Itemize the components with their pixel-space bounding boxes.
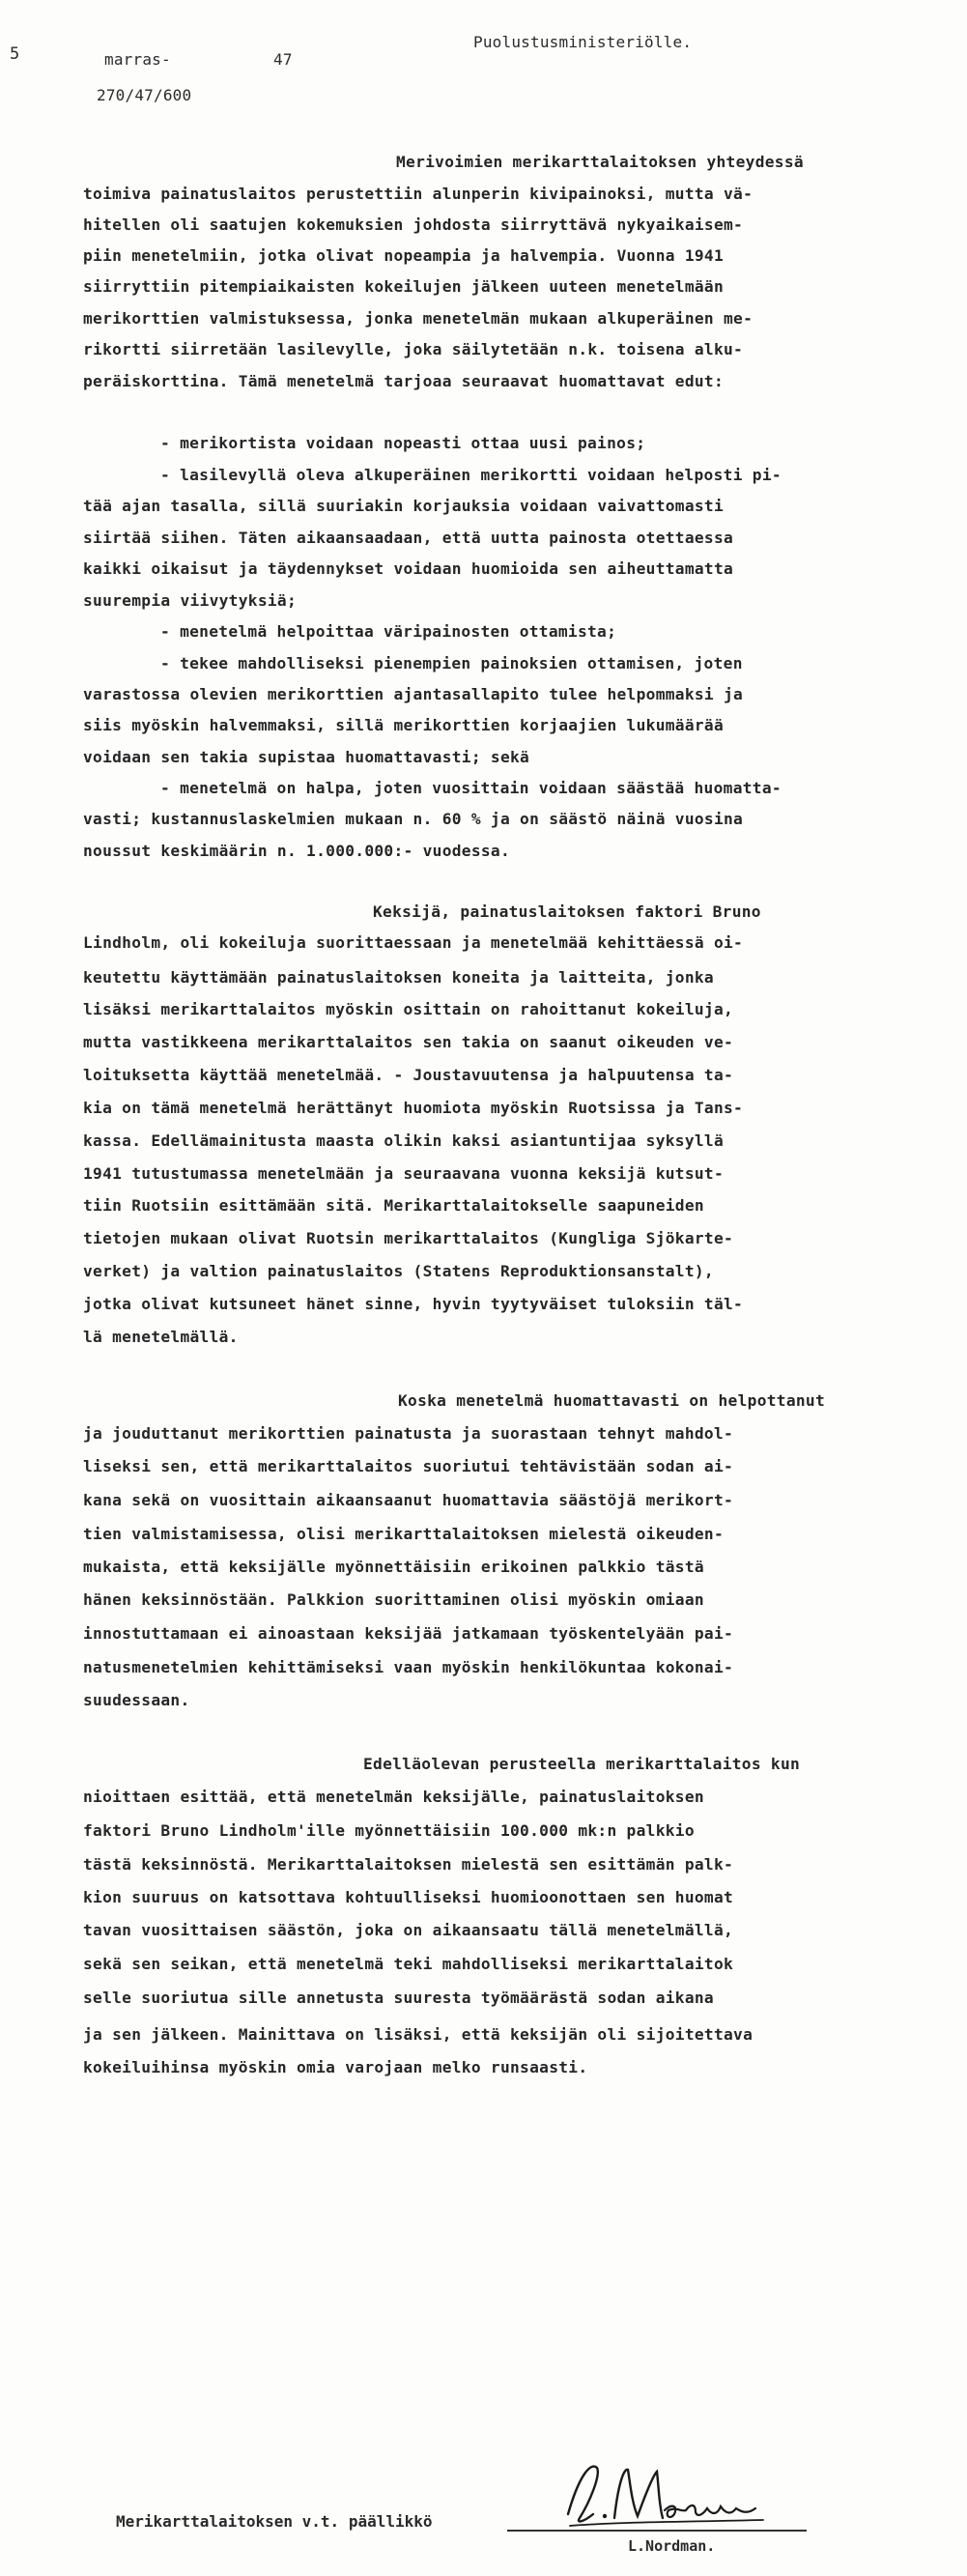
text-line: jotka olivat kutsuneet hänet sinne, hyvin tyytyväiset tuloksiin täl-	[83, 1295, 744, 1313]
text-line: siis myöskin halvemmaksi, sillä merikorttien korjaajien lukumäärää	[83, 716, 725, 734]
text-line: Lindholm, oli kokeiluja suorittaessaan ja menetelmää kehittäessä oi-	[83, 933, 744, 952]
page-number: 5	[10, 44, 20, 64]
text-line: 1941 tutustumassa menetelmään ja seuraavana vuonna keksijä kutsut-	[83, 1164, 725, 1183]
text-line: kokeiluihinsa myöskin omia varojaan melko runsaasti.	[83, 2058, 588, 2076]
reference-number: 270/47/600	[97, 86, 192, 104]
text-line: liseksi sen, että merikarttalaitos suoriutui tehtävistään sodan ai-	[83, 1457, 734, 1475]
text-line: siirryttiin pitempiaikaisten kokeilujen jälkeen uuteen menetelmään	[83, 277, 725, 296]
text-line: piin menetelmiin, jotka olivat nopeampia ja halvempia. Vuonna 1941	[83, 246, 725, 265]
text-line: mukaista, että keksijälle myönnettäisiin erikoinen palkkio tästä	[83, 1558, 704, 1576]
text-line: selle suoriutua sille annetusta suuresta työmäärästä sodan aikana	[83, 1989, 714, 2007]
text-line: hänen keksinnöstään. Palkkion suorittaminen olisi myöskin omiaan	[83, 1590, 704, 1609]
text-line: ja sen jälkeen. Mainittava on lisäksi, että keksijän oli sijoitettava	[83, 2025, 754, 2044]
text-line: toimiva painatuslaitos perustettiin alunperin kivipainoksi, mutta vä-	[83, 185, 754, 203]
date-year: 47	[273, 50, 293, 69]
text-line: tästä keksinnöstä. Merikarttalaitoksen mielestä sen esittämän palk-	[83, 1855, 734, 1874]
text-line: tietojen mukaan olivat Ruotsin merikarttalaitos (Kungliga Sjökarte-	[83, 1229, 734, 1247]
text-line: natusmenetelmien kehittämiseksi vaan myöskin henkilökuntaa kokonai-	[83, 1658, 734, 1676]
text-line: nioittaen esittää, että menetelmän keksijälle, painatuslaitoksen	[83, 1788, 704, 1806]
text-line: tien valmistamisessa, olisi merikarttalaitoksen mielestä oikeuden-	[83, 1525, 725, 1543]
text-line: ja jouduttanut merikorttien painatusta ja suorastaan tehnyt mahdol-	[83, 1424, 734, 1443]
text-line: lisäksi merikarttalaitos myöskin osittain on rahoittanut kokeiluja,	[83, 1000, 734, 1018]
text-line: Merivoimien merikarttalaitoksen yhteydessä	[396, 153, 804, 171]
text-line: verket) ja valtion painatuslaitos (Statens Reproduktionsanstalt),	[83, 1262, 714, 1280]
recipient: Puolustusministeriölle.	[473, 33, 693, 51]
text-line: tavan vuosittaisen säästön, joka on aikaansaatu tällä menetelmällä,	[83, 1921, 734, 1939]
text-line: faktori Bruno Lindholm'ille myönnettäisiin 100.000 mk:n palkkio	[83, 1821, 695, 1840]
text-line: Edelläolevan perusteella merikarttalaitos kun	[363, 1755, 801, 1773]
text-line: hitellen oli saatujen kokemuksien johdosta siirryttävä nykyaikaisem-	[83, 215, 744, 234]
text-line: kana sekä on vuosittain aikaansaanut huomattavia säästöjä merikort-	[83, 1491, 734, 1509]
text-line: loituksetta käyttää menetelmää. - Joustavuutensa ja halpuutensa ta-	[83, 1066, 734, 1084]
text-line: tää ajan tasalla, sillä suuriakin korjauksia voidaan vaivattomasti	[83, 497, 725, 515]
text-line: varastossa olevien merikorttien ajantasallapito tulee helpommaksi ja	[83, 685, 744, 703]
text-line: noussut keskimäärin n. 1.000.000:- vuodessa.	[83, 842, 511, 860]
text-line: Keksijä, painatuslaitoksen faktori Bruno	[373, 902, 761, 921]
text-line: suurempia viivytyksiä;	[83, 591, 298, 610]
text-line: keutettu käyttämään painatuslaitoksen koneita ja laitteita, jonka	[83, 968, 714, 987]
text-line: sekä sen seikan, että menetelmä teki mahdolliseksi merikarttalaitok	[83, 1955, 734, 1973]
signer-name: L.Nordman.	[628, 2537, 716, 2555]
text-line: - merikortista voidaan nopeasti ottaa uusi painos;	[160, 434, 646, 452]
text-line: tiin Ruotsiin esittämään sitä. Merikarttalaitokselle saapuneiden	[83, 1196, 704, 1215]
text-line: - menetelmä on halpa, joten vuosittain voidaan säästää huomatta-	[160, 779, 782, 797]
text-line: voidaan sen takia supistaa huomattavasti; sekä	[83, 748, 530, 766]
signature-title: Merikarttalaitoksen v.t. päällikkö	[116, 2512, 433, 2531]
text-line: kaikki oikaisut ja täydennykset voidaan huomioida sen aiheuttamatta	[83, 559, 734, 578]
text-line: peräiskorttina. Tämä menetelmä tarjoaa seuraavat huomattavat edut:	[83, 372, 725, 390]
text-line: suudessaan.	[83, 1691, 190, 1709]
date-month: marras-	[104, 50, 171, 69]
text-line: - tekee mahdolliseksi pienempien painoksien ottamisen, joten	[160, 654, 743, 673]
text-line: Koska menetelmä huomattavasti on helpottanut	[398, 1391, 826, 1410]
text-line: - menetelmä helpoittaa väripainosten ottamista;	[160, 622, 617, 641]
text-line: vasti; kustannuslaskelmien mukaan n. 60 % ja on säästö näinä vuosina	[83, 810, 744, 828]
text-line: merikorttien valmistuksessa, jonka menetelmän mukaan alkuperäinen me-	[83, 309, 754, 328]
text-line: lä menetelmällä.	[83, 1328, 239, 1346]
text-line: innostuttamaan ei ainoastaan keksijää jatkamaan työskentelyään pai-	[83, 1624, 734, 1643]
text-line: - lasilevyllä oleva alkuperäinen merikortti voidaan helposti pi-	[160, 466, 782, 484]
text-line: siirtää siihen. Täten aikaansaadaan, että uutta painosta otettaessa	[83, 529, 734, 547]
text-line: kion suuruus on katsottava kohtuulliseksi huomioonottaen sen huomat	[83, 1888, 734, 1906]
text-line: mutta vastikkeena merikarttalaitos sen takia on saanut oikeuden ve-	[83, 1033, 734, 1051]
signature-line	[507, 2530, 807, 2532]
text-line: kassa. Edellämainitusta maasta olikin kaksi asiantuntijaa syksyllä	[83, 1131, 725, 1150]
text-line: kia on tämä menetelmä herättänyt huomiota myöskin Ruotsissa ja Tans-	[83, 1099, 744, 1117]
handwritten-signature	[551, 2454, 782, 2532]
text-line: rikortti siirretään lasilevylle, joka säilytetään n.k. toisena alku-	[83, 340, 744, 358]
